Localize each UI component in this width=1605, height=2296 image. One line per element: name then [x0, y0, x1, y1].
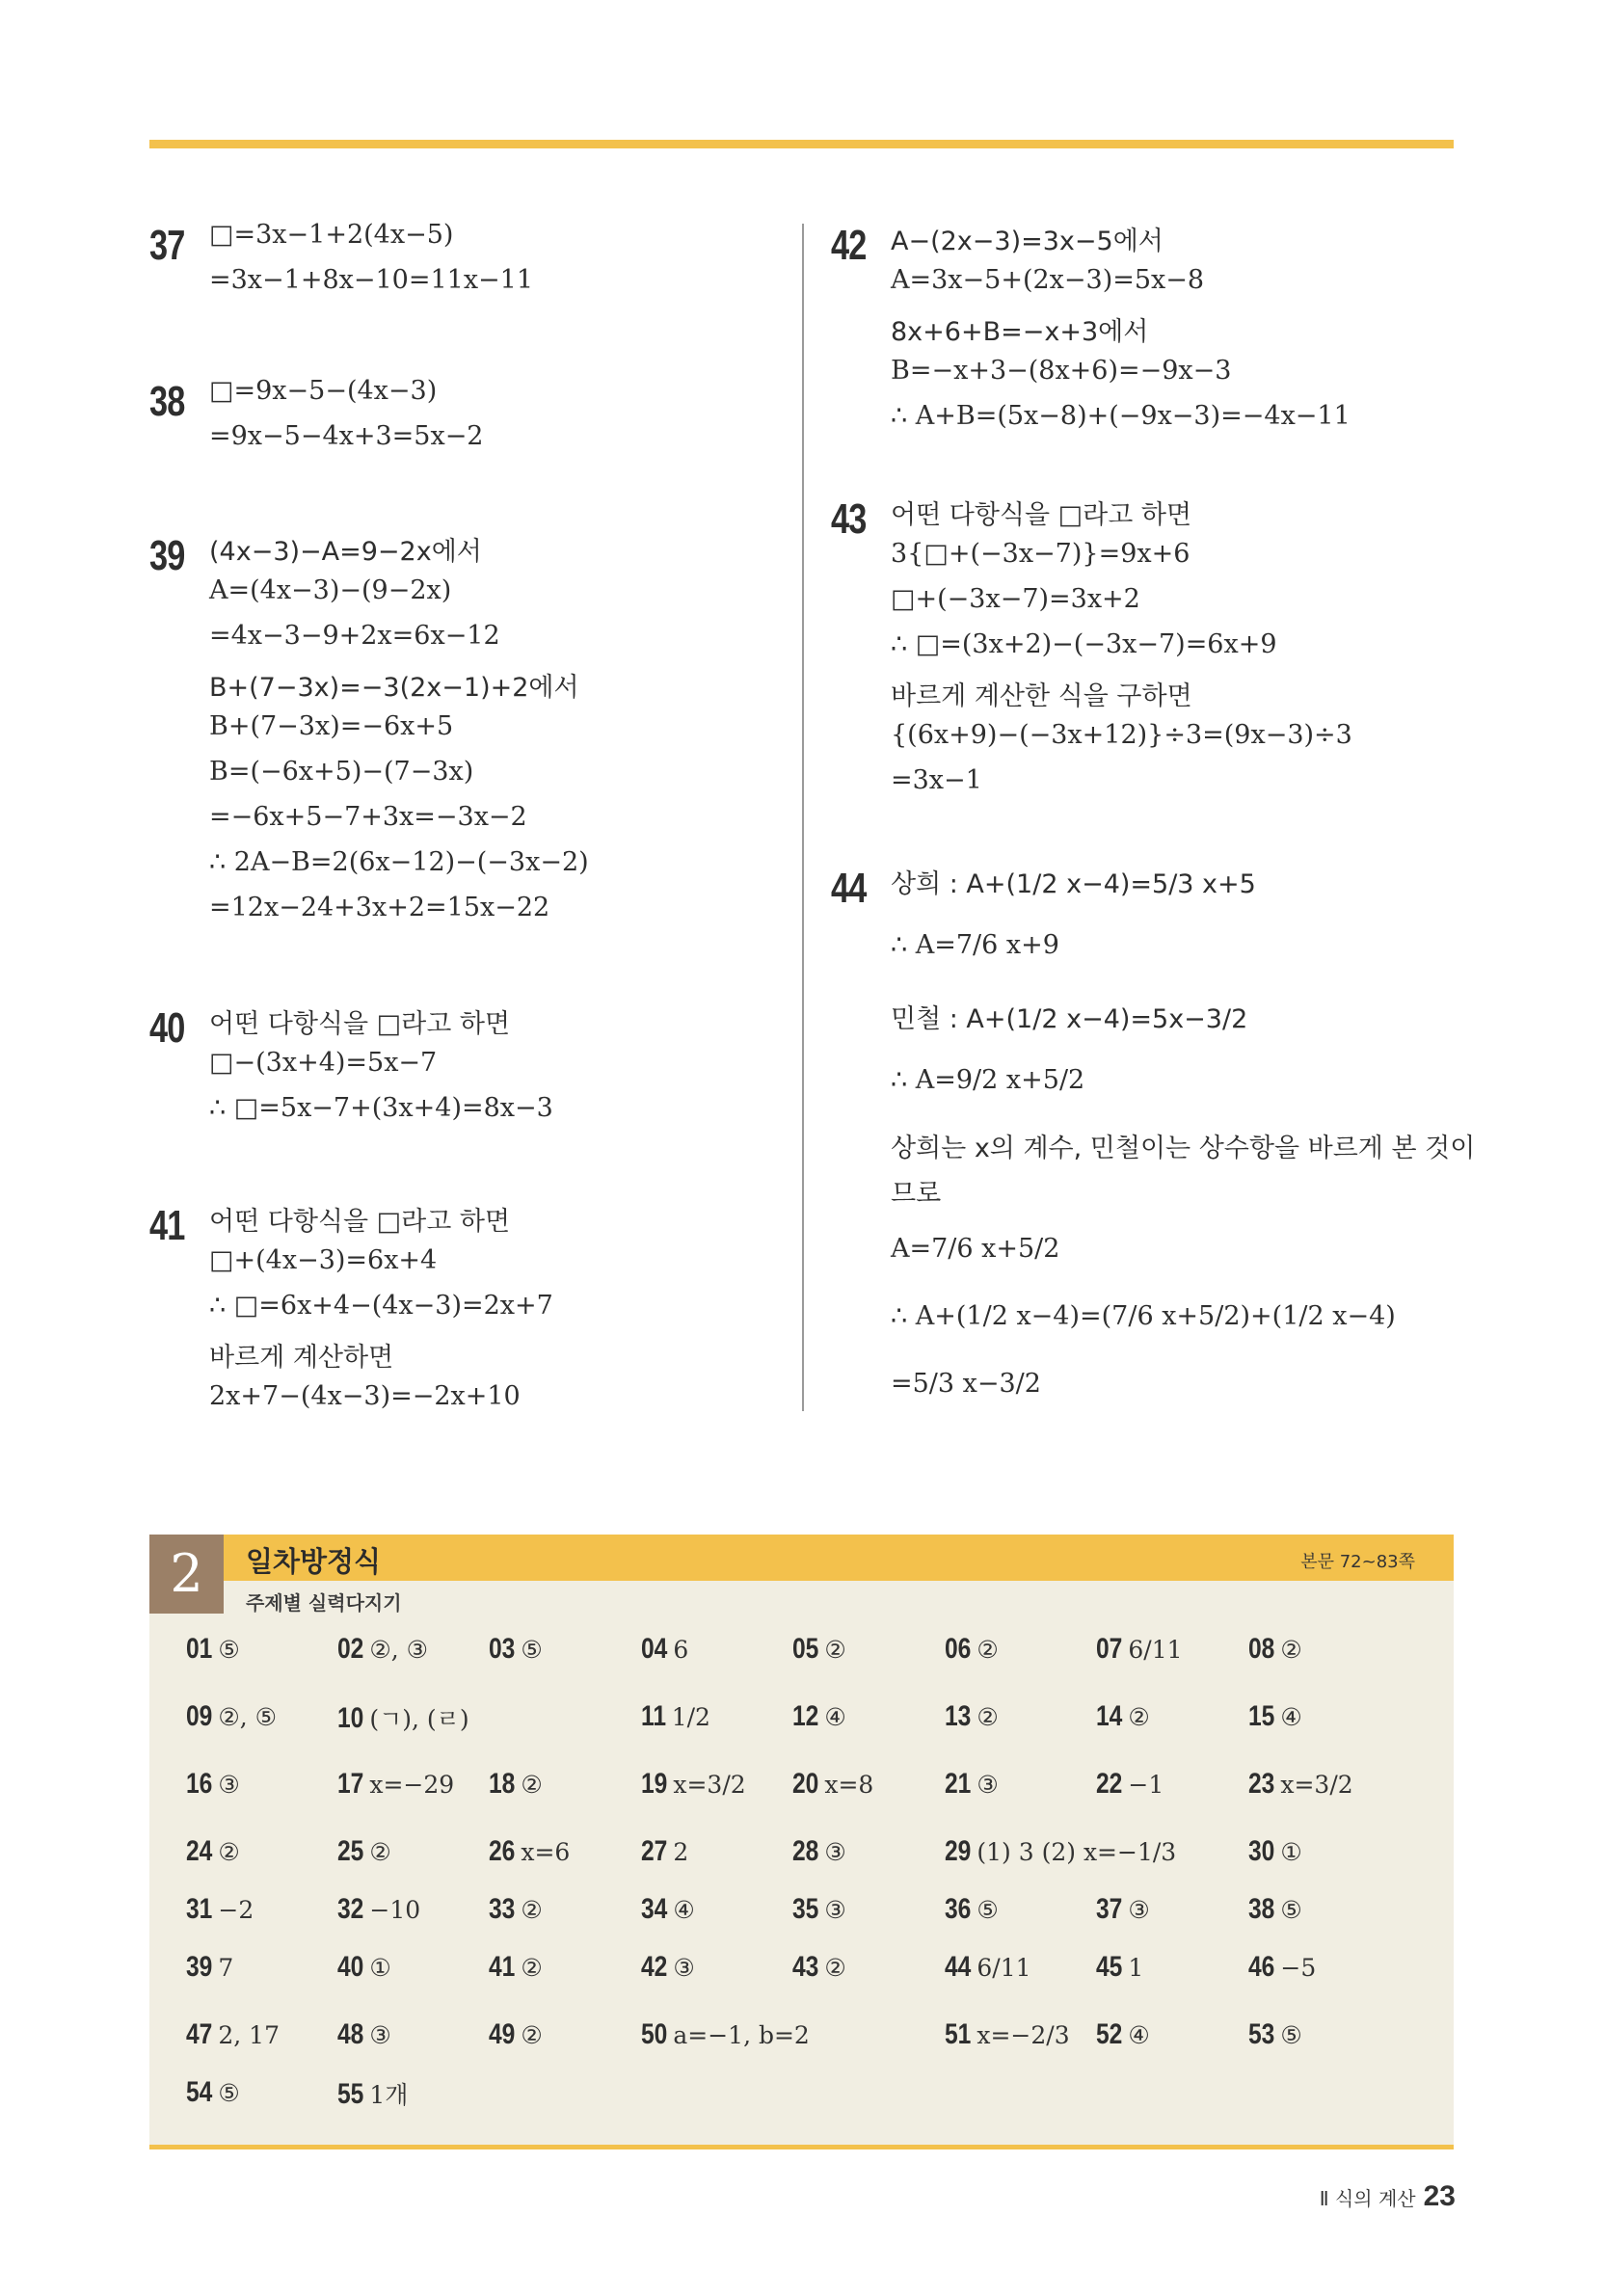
- answer-number: 10: [337, 1702, 364, 1734]
- answer-value: 2: [673, 1838, 689, 1866]
- answer-value: ②, ③: [369, 1636, 429, 1664]
- answer-value: 1/2: [671, 1703, 710, 1731]
- solution-line: ∴ □=(3x+2)−(−3x−7)=6x+9: [891, 629, 1277, 659]
- answer-number: 50: [641, 2018, 668, 2050]
- page-number: 23: [1423, 2180, 1456, 2212]
- answer-number: 02: [337, 1633, 364, 1665]
- answer-item: [792, 1633, 846, 1666]
- answer-value: 6: [673, 1636, 689, 1664]
- answer-item: [641, 1633, 688, 1666]
- answer-number: 46: [1248, 1951, 1275, 1983]
- solution-line: 2x+7−(4x−3)=−2x+10: [209, 1381, 521, 1411]
- answer-item: [337, 2076, 408, 2111]
- answer-number: 13: [945, 1700, 972, 1732]
- answer-value: ②: [976, 1636, 999, 1664]
- answer-number: 34: [641, 1893, 668, 1925]
- answer-item: [945, 1951, 1031, 1984]
- solution-line: □=9x−5−(4x−3): [209, 376, 438, 406]
- answer-value: −10: [369, 1896, 421, 1924]
- answer-item: [1096, 1633, 1183, 1666]
- solution-line: ∴ A+B=(5x−8)+(−9x−3)=−4x−11: [891, 401, 1351, 431]
- answer-value: ⑤: [1280, 2021, 1302, 2049]
- answer-item: [641, 1700, 710, 1733]
- answer-number: 01: [186, 1633, 213, 1665]
- answer-value: ⑤: [1280, 1896, 1302, 1924]
- answer-item: [489, 1951, 543, 1984]
- solution-line: (4x−3)−A=9−2x에서: [209, 537, 482, 567]
- solution-line: 바르게 계산하면: [209, 1343, 394, 1373]
- answer-item: [186, 1951, 233, 1984]
- solution-line: =9x−5−4x+3=5x−2: [209, 421, 484, 451]
- answer-item: [337, 1700, 469, 1735]
- answer-value: a=−1, b=2: [673, 2021, 810, 2049]
- answer-item: [1096, 1951, 1143, 1984]
- answer-number: 18: [489, 1768, 516, 1800]
- answer-number: 03: [489, 1633, 516, 1665]
- answer-item: [186, 1700, 277, 1733]
- solution-line: A−(2x−3)=3x−5에서: [891, 227, 1164, 256]
- answer-item: [186, 1768, 240, 1801]
- answer-number: 37: [1096, 1893, 1123, 1925]
- section-number-badge: 2: [149, 1535, 224, 1614]
- answer-item: [489, 1633, 543, 1666]
- answer-value: x=3/2: [1280, 1771, 1353, 1799]
- answer-item: [1096, 1700, 1150, 1733]
- solution-line: =−6x+5−7+3x=−3x−2: [209, 802, 527, 832]
- answer-value: x=−29: [369, 1771, 455, 1799]
- answer-value: ③: [673, 1954, 695, 1982]
- answer-item: [337, 1893, 420, 1926]
- answer-number: 47: [186, 2018, 213, 2050]
- answer-number: 15: [1248, 1700, 1275, 1732]
- solution-line: ∴ A=7/6 x+9: [891, 930, 1059, 960]
- answer-number: 48: [337, 2018, 364, 2050]
- answer-item: [186, 1835, 240, 1868]
- answer-number: 30: [1248, 1835, 1275, 1867]
- section-bottom-bar: [149, 2145, 1454, 2149]
- answer-number: 43: [792, 1951, 819, 1983]
- chapter-label: Ⅱ 식의 계산: [1319, 2187, 1416, 2210]
- answer-value: ⑤: [976, 1896, 999, 1924]
- answer-number: 28: [792, 1835, 819, 1867]
- answer-number: 36: [945, 1893, 972, 1925]
- answer-item: [1096, 1893, 1150, 1926]
- top-accent-bar: [149, 140, 1454, 148]
- answer-item: [186, 1633, 240, 1666]
- answer-number: 51: [945, 2018, 972, 2050]
- answer-item: [1096, 2018, 1150, 2051]
- solution-line: A=3x−5+(2x−3)=5x−8: [891, 265, 1205, 295]
- answer-item: [489, 2018, 543, 2051]
- answer-item: [489, 1893, 543, 1926]
- solution-line: B+(7−3x)=−6x+5: [209, 711, 454, 741]
- answer-value: ③: [976, 1771, 999, 1799]
- solution-line: 3{□+(−3x−7)}=9x+6: [891, 539, 1190, 569]
- solution-line: 상희는 x의 계수, 민철이는 상수항을 바르게 본 것이: [891, 1134, 1476, 1163]
- solution-line: 어떤 다항식을 □라고 하면: [209, 1207, 511, 1237]
- answer-number: 14: [1096, 1700, 1123, 1732]
- answer-item: [489, 1835, 570, 1868]
- solution-line: □+(4x−3)=6x+4: [209, 1245, 438, 1275]
- solution-line: 어떤 다항식을 □라고 하면: [891, 500, 1192, 530]
- answer-value: 1개: [369, 2081, 409, 2109]
- solution-line: B+(7−3x)=−3(2x−1)+2에서: [209, 673, 579, 703]
- answer-value: ④: [1280, 1703, 1302, 1731]
- solution-line: B=−x+3−(8x+6)=−9x−3: [891, 356, 1232, 386]
- answer-value: ①: [369, 1954, 391, 1982]
- answer-item: [337, 1633, 428, 1666]
- answer-value: x=3/2: [673, 1771, 746, 1799]
- answer-number: 45: [1096, 1951, 1123, 1983]
- answer-value: (ㄱ), (ㄹ): [369, 1705, 469, 1733]
- answer-number: 26: [489, 1835, 516, 1867]
- answer-item: [792, 1893, 846, 1926]
- solution-line: =3x−1: [891, 765, 982, 795]
- answer-number: 11: [641, 1700, 667, 1732]
- answer-number: 29: [945, 1835, 972, 1867]
- answer-number: 20: [792, 1768, 819, 1800]
- answer-item: [792, 1700, 846, 1733]
- answer-value: ②: [521, 1954, 543, 1982]
- problem-number: 38: [149, 378, 185, 425]
- answer-item: [337, 1768, 454, 1801]
- problem-number: 39: [149, 532, 185, 579]
- answer-number: 42: [641, 1951, 668, 1983]
- answer-item: [1248, 1768, 1353, 1801]
- answer-number: 54: [186, 2076, 213, 2108]
- solution-line: =5/3 x−3/2: [891, 1369, 1041, 1399]
- solution-line: □=3x−1+2(4x−5): [209, 220, 454, 250]
- problem-number: 41: [149, 1202, 185, 1249]
- answer-value: (1) 3 (2) x=−1/3: [976, 1838, 1177, 1866]
- answer-value: ⑤: [521, 1636, 543, 1664]
- solution-line: ∴ A+(1/2 x−4)=(7/6 x+5/2)+(1/2 x−4): [891, 1301, 1396, 1331]
- answer-item: [945, 1633, 999, 1666]
- answer-number: 23: [1248, 1768, 1275, 1800]
- solution-line: 바르게 계산한 식을 구하면: [891, 681, 1192, 711]
- answer-value: ①: [1280, 1838, 1302, 1866]
- solution-line: A=(4x−3)−(9−2x): [209, 575, 452, 605]
- answer-number: 04: [641, 1633, 668, 1665]
- solution-line: □−(3x+4)=5x−7: [209, 1048, 438, 1078]
- answer-number: 33: [489, 1893, 516, 1925]
- answer-item: [186, 2076, 240, 2109]
- answer-number: 07: [1096, 1633, 1123, 1665]
- answer-value: x=8: [824, 1771, 874, 1799]
- solution-line: 민철 : A+(1/2 x−4)=5x−3/2: [891, 1004, 1248, 1034]
- answer-number: 21: [945, 1768, 972, 1800]
- section-subtitle: 주제별 실력다지기: [246, 1591, 402, 1615]
- solution-line: ∴ 2A−B=2(6x−12)−(−3x−2): [209, 847, 589, 877]
- problem-number: 43: [831, 495, 867, 543]
- answer-item: [337, 2018, 391, 2051]
- answer-number: 05: [792, 1633, 819, 1665]
- answer-item: [641, 1893, 695, 1926]
- column-divider: [802, 224, 804, 1411]
- answer-value: ②: [976, 1703, 999, 1731]
- answer-value: ④: [1128, 2021, 1150, 2049]
- problem-number: 37: [149, 222, 185, 269]
- answer-number: 27: [641, 1835, 668, 1867]
- solution-line: 상희 : A+(1/2 x−4)=5/3 x+5: [891, 869, 1256, 899]
- solution-line: =4x−3−9+2x=6x−12: [209, 621, 500, 651]
- problem-number: 42: [831, 222, 867, 269]
- answer-value: ③: [369, 2021, 391, 2049]
- solution-line: ∴ □=6x+4−(4x−3)=2x+7: [209, 1291, 553, 1321]
- answer-value: ⑤: [218, 1636, 240, 1664]
- solution-line: {(6x+9)−(−3x+12)}÷3=(9x−3)÷3: [891, 720, 1352, 750]
- answer-value: ③: [1128, 1896, 1150, 1924]
- answer-value: ②: [369, 1838, 391, 1866]
- answer-value: ②: [1128, 1703, 1150, 1731]
- answer-value: ③: [824, 1896, 846, 1924]
- answer-value: ④: [824, 1703, 846, 1731]
- answer-number: 12: [792, 1700, 819, 1732]
- answer-value: ③: [824, 1838, 846, 1866]
- answer-item: [1248, 2018, 1302, 2051]
- answer-value: 1: [1128, 1954, 1144, 1982]
- solution-line: =3x−1+8x−10=11x−11: [209, 265, 534, 295]
- answer-item: [792, 1768, 873, 1801]
- answer-item: [489, 1768, 543, 1801]
- answer-value: ④: [673, 1896, 695, 1924]
- answer-value: ②: [824, 1954, 846, 1982]
- answer-value: −5: [1280, 1954, 1317, 1982]
- solution-line: 므로: [891, 1179, 942, 1209]
- answer-number: 38: [1248, 1893, 1275, 1925]
- answer-number: 24: [186, 1835, 213, 1867]
- answer-number: 09: [186, 1700, 213, 1732]
- answer-item: [945, 1768, 999, 1801]
- answer-item: [641, 2018, 810, 2051]
- answer-item: [1248, 1633, 1302, 1666]
- answer-value: x=−2/3: [976, 2021, 1070, 2049]
- answer-number: 35: [792, 1893, 819, 1925]
- answer-number: 31: [186, 1893, 213, 1925]
- answer-item: [641, 1951, 695, 1984]
- answer-number: 52: [1096, 2018, 1123, 2050]
- answer-item: [945, 1835, 1176, 1868]
- solution-line: ∴ A=9/2 x+5/2: [891, 1065, 1085, 1095]
- answer-value: 2, 17: [218, 2021, 280, 2049]
- answer-number: 19: [641, 1768, 668, 1800]
- answer-number: 39: [186, 1951, 213, 1983]
- answer-number: 06: [945, 1633, 972, 1665]
- answer-value: −1: [1128, 1771, 1164, 1799]
- problem-number: 44: [831, 865, 867, 912]
- answer-item: [945, 2018, 1070, 2051]
- answer-value: ②: [218, 1838, 240, 1866]
- answer-section: [149, 1535, 1454, 2145]
- section-title: 일차방정식: [246, 1545, 382, 1578]
- answer-item: [945, 1700, 999, 1733]
- page-footer: [1320, 2180, 1456, 2213]
- solution-line: B=(−6x+5)−(7−3x): [209, 757, 474, 787]
- answer-value: 6/11: [976, 1954, 1031, 1982]
- answer-number: 41: [489, 1951, 516, 1983]
- answer-number: 25: [337, 1835, 364, 1867]
- answer-number: 53: [1248, 2018, 1275, 2050]
- answer-item: [641, 1768, 746, 1801]
- answer-item: [1248, 1700, 1302, 1733]
- answer-number: 08: [1248, 1633, 1275, 1665]
- answer-number: 17: [337, 1768, 364, 1800]
- answer-item: [641, 1835, 688, 1868]
- answer-number: 22: [1096, 1768, 1123, 1800]
- answer-value: 7: [218, 1954, 234, 1982]
- answer-value: ②, ⑤: [218, 1703, 278, 1731]
- answer-item: [1096, 1768, 1164, 1801]
- answer-value: ②: [1280, 1636, 1302, 1664]
- answer-value: x=6: [521, 1838, 571, 1866]
- answer-item: [1248, 1951, 1316, 1984]
- answer-number: 55: [337, 2078, 364, 2110]
- answer-value: ②: [521, 1771, 543, 1799]
- answer-value: ③: [218, 1771, 240, 1799]
- answer-number: 32: [337, 1893, 364, 1925]
- answer-value: −2: [218, 1896, 254, 1924]
- answer-number: 16: [186, 1768, 213, 1800]
- answer-item: [1248, 1835, 1302, 1868]
- solution-line: 8x+6+B=−x+3에서: [891, 317, 1149, 347]
- answer-number: 49: [489, 2018, 516, 2050]
- answer-item: [945, 1893, 999, 1926]
- solution-line: 어떤 다항식을 □라고 하면: [209, 1009, 511, 1039]
- answer-item: [1248, 1893, 1302, 1926]
- answer-item: [792, 1835, 846, 1868]
- answer-value: ②: [521, 2021, 543, 2049]
- answer-item: [337, 1951, 391, 1984]
- solution-line: ∴ □=5x−7+(3x+4)=8x−3: [209, 1093, 553, 1123]
- solution-line: =12x−24+3x+2=15x−22: [209, 893, 550, 922]
- solution-line: □+(−3x−7)=3x+2: [891, 584, 1140, 614]
- answer-value: 6/11: [1128, 1636, 1183, 1664]
- answer-item: [186, 1893, 254, 1926]
- answer-number: 44: [945, 1951, 972, 1983]
- answer-item: [337, 1835, 391, 1868]
- answer-value: ②: [521, 1896, 543, 1924]
- problem-number: 40: [149, 1004, 185, 1052]
- answer-value: ②: [824, 1636, 846, 1664]
- solution-line: A=7/6 x+5/2: [891, 1234, 1060, 1264]
- answer-item: [792, 1951, 846, 1984]
- page-reference: 본문 72~83쪽: [1300, 1552, 1415, 1572]
- answer-number: 40: [337, 1951, 364, 1983]
- answer-value: ⑤: [218, 2079, 240, 2107]
- answer-item: [186, 2018, 280, 2051]
